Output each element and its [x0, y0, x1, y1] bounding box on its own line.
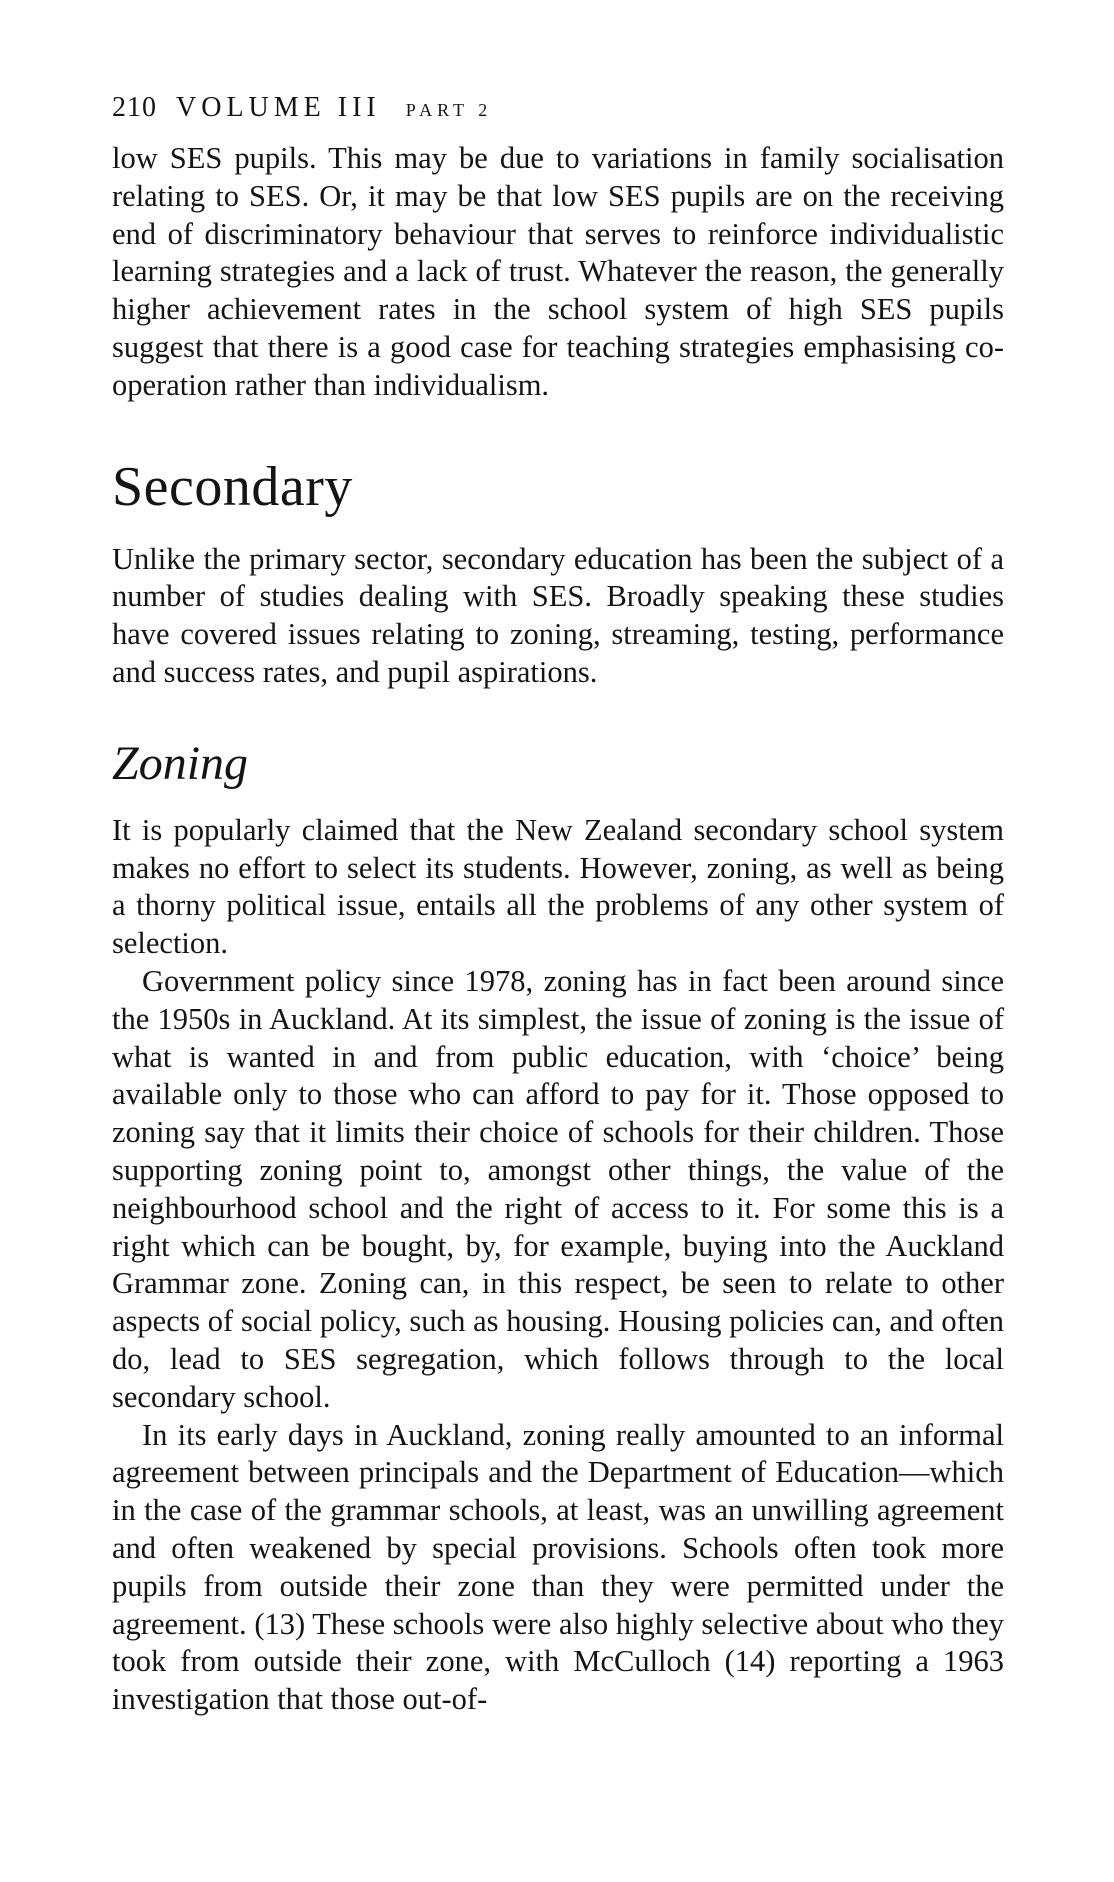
volume-label: VOLUME III	[176, 92, 381, 123]
paragraph-zoning-auckland: In its early days in Auckland, zoning really amounted to an informal agreement between principals and the Department of Education—which in the case of the grammar schools, at least, was an unwilling agreement and often weakened by special provisions. Schools often took more pupils from outside their zone than they were permitted under the agreement. (13) These schools were also highly selective about who they took from outside their zone, with McCulloch (14) reporting a 1963 investigation that those out-of-	[112, 1417, 1004, 1717]
part-label: PART 2	[405, 100, 493, 120]
subsection-heading-zoning: Zoning	[112, 736, 249, 790]
book-page	[112, 88, 1004, 1719]
page-number: 210	[112, 92, 157, 123]
paragraph-secondary-intro: Unlike the primary sector, secondary education has been the subject of a number of studies dealing with SES. Broadly speaking these studies have covered issues relating to zoning, streaming, testing, performance and success rates, and pupil aspirations.	[112, 541, 1004, 689]
section-heading-secondary: Secondary	[112, 455, 353, 518]
paragraph-zoning-policy: Government policy since 1978, zoning has in fact been around since the 1950s in Auckland. At its simplest, the issue of zoning is the issue of what is wanted in and from public education, with ‘choice’ being available only to those who can afford to pay for it. Those opposed to zoning say that it limits their choice of schools for their children. Those supporting zoning point to, amongst other things, the value of the neighbourhood school and the right of access to it. For some this is a right which can be bought, by, for example, buying into the Auckland Grammar zone. Zoning can, in this respect, be seen to relate to other aspects of social policy, such as housing. Housing policies can, and often do, lead to SES segregation, which follows through to the local secondary school.	[112, 963, 1004, 1414]
paragraph-continued: low SES pupils. This may be due to variations in family socialisation relating to SES. Or, it may be that low SES pupils are on the receiving end of discriminatory behaviour that serves to reinforce individualistic learning strategies and a lack of trust. Whatever the reason, the generally higher achievement rates in the school system of high SES pupils suggest that there is a good case for teaching strategies emphasising co-operation rather than individualism.	[112, 141, 1004, 402]
paragraph-zoning-intro: It is popularly claimed that the New Zealand secondary school system makes no effort to select its students. However, zoning, as well as being a thorny political issue, entails all the problems of any other system of selection.	[112, 812, 1004, 961]
running-head	[112, 88, 1004, 130]
